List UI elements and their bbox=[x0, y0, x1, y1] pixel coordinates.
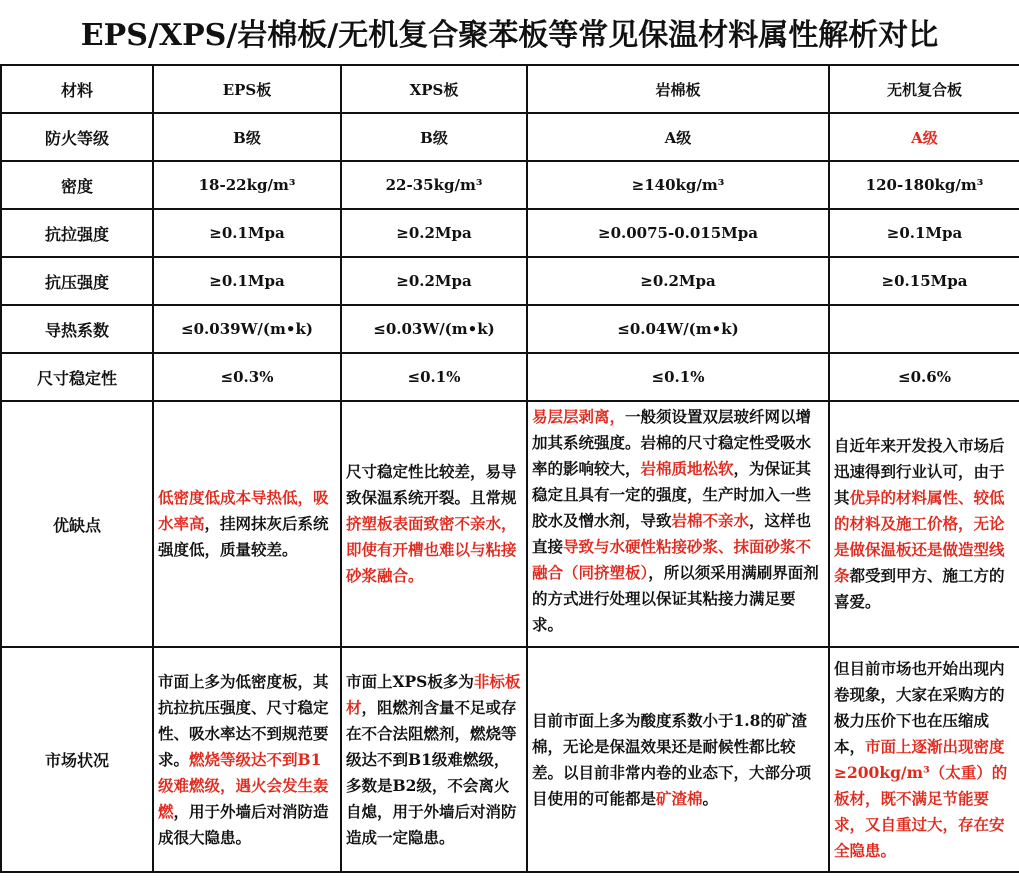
header-cell-eps: EPS板 bbox=[153, 65, 341, 113]
row-tensile-strength bbox=[1, 209, 1019, 257]
text-segment: ，为保证其稳定且具有一定的强度，生产时加入一些胶水及憎水剂，导致 bbox=[532, 459, 812, 530]
text-segment: ，所以须采用满刷界面剂的方式进行处理以保证其粘接力满足要求。 bbox=[532, 563, 819, 634]
row-label: 优缺点 bbox=[1, 401, 153, 647]
row-dimensional-stability bbox=[1, 353, 1019, 401]
text-segment: 市面上多为低密度板，其抗拉抗压强度、尺寸稳定性、吸水率达不到规范要求。 bbox=[158, 671, 329, 769]
cell-rockwool: ≤0.04W/(m•k) bbox=[527, 305, 829, 353]
header-cell-inorganic: 无机复合板 bbox=[829, 65, 1019, 113]
text-segment: 易层层剥离， bbox=[532, 407, 626, 426]
cell-rockwool: ≥140kg/m³ bbox=[527, 161, 829, 209]
text-segment: 岩棉质地松软 bbox=[640, 459, 734, 478]
header-cell-material: 材料 bbox=[1, 65, 153, 113]
row-label: 市场状况 bbox=[1, 647, 153, 872]
row-label: 导热系数 bbox=[1, 305, 153, 353]
cell-eps: ≥0.1Mpa bbox=[153, 209, 341, 257]
cell-rockwool bbox=[527, 647, 829, 872]
row-fire-rating bbox=[1, 113, 1019, 161]
cell-eps: B级 bbox=[153, 113, 341, 161]
cell-inorganic bbox=[829, 305, 1019, 353]
cell-inorganic bbox=[829, 401, 1019, 647]
text-segment: 市面上XPS板多为 bbox=[346, 671, 474, 691]
cell-xps: ≤0.03W/(m•k) bbox=[341, 305, 527, 353]
text-segment: 但目前市场也开始出现内卷现象，大家在采购方的极力压价下也在压缩成本， bbox=[834, 658, 1005, 756]
cell-xps: ≥0.2Mpa bbox=[341, 209, 527, 257]
cell-eps bbox=[153, 647, 341, 872]
text-segment: 都受到甲方、施工方的喜爱。 bbox=[834, 566, 1005, 611]
cell-xps bbox=[341, 647, 527, 872]
text-segment: 优异的材料属性、较低的材料及施工价格，无论是做保温板还是做造型线条 bbox=[834, 488, 1005, 585]
cell-rockwool: A级 bbox=[527, 113, 829, 161]
text-segment: 岩棉不亲水 bbox=[671, 511, 750, 530]
text-segment: ，挂网抹灰后系统强度低，质量较差。 bbox=[158, 514, 329, 559]
cell-eps: ≥0.1Mpa bbox=[153, 257, 341, 305]
cell-rockwool: ≥0.0075-0.015Mpa bbox=[527, 209, 829, 257]
header-cell-rockwool: 岩棉板 bbox=[527, 65, 829, 113]
text-segment: ，阻燃剂含量不足或存在不合法阻燃剂，燃烧等级达不到B1级难燃级，多数是B2级，不会离火自熄，用于外墙后对消防造成一定隐患。 bbox=[346, 697, 517, 847]
row-pros-cons bbox=[1, 401, 1019, 647]
text-segment: 。 bbox=[702, 788, 719, 808]
text-segment: 一般须设置双层玻纤网以增加其系统强度。岩棉的尺寸稳定性受吸水率的影响较大， bbox=[532, 407, 812, 478]
cell-eps: 18-22kg/m³ bbox=[153, 161, 341, 209]
row-label: 防火等级 bbox=[1, 113, 153, 161]
text-segment: 非标板材 bbox=[346, 671, 521, 717]
text-segment: 市面上逐渐出现密度≥200kg/m³（太重）的板材，既不满足节能要求，又自重过大，存在安全隐患。 bbox=[834, 736, 1008, 860]
text-segment: 导致与水硬性粘接砂浆、抹面砂浆不融合（同挤塑板） bbox=[532, 537, 812, 582]
text-segment: 目前市面上多为酸度系数小于1.8的矿渣棉，无论是保温效果还是耐候性都比较差。以目前非常内卷的业态下，大部分项目使用的可能都是 bbox=[532, 710, 812, 808]
row-compressive-strength bbox=[1, 257, 1019, 305]
comparison-table bbox=[0, 64, 1019, 873]
cell-inorganic bbox=[829, 647, 1019, 872]
text-segment: ，这样也直接 bbox=[532, 511, 812, 556]
cell-xps bbox=[341, 401, 527, 647]
text-segment: 燃烧等级达不到B1级难燃级，遇火会发生轰燃 bbox=[158, 749, 329, 821]
cell-xps: B级 bbox=[341, 113, 527, 161]
text-segment: 矿渣棉 bbox=[656, 788, 703, 808]
cell-inorganic: ≥0.15Mpa bbox=[829, 257, 1019, 305]
cell-xps: 22-35kg/m³ bbox=[341, 161, 527, 209]
cell-rockwool: ≥0.2Mpa bbox=[527, 257, 829, 305]
text-segment: 自近年来开发投入市场后迅速得到行业认可，由于其 bbox=[834, 436, 1005, 507]
page-title: EPS/XPS/岩棉板/无机复合聚苯板等常见保温材料属性解析对比 bbox=[80, 18, 939, 53]
cell-inorganic: A级 bbox=[829, 113, 1019, 161]
header-cell-xps: XPS板 bbox=[341, 65, 527, 113]
row-label: 抗压强度 bbox=[1, 257, 153, 305]
cell-inorganic: ≥0.1Mpa bbox=[829, 209, 1019, 257]
row-density bbox=[1, 161, 1019, 209]
cell-eps: ≤0.3% bbox=[153, 353, 341, 401]
cell-rockwool bbox=[527, 401, 829, 647]
row-label: 尺寸稳定性 bbox=[1, 353, 153, 401]
row-thermal-conductivity bbox=[1, 305, 1019, 353]
row-label: 密度 bbox=[1, 161, 153, 209]
text-segment: 低密度低成本导热低，吸水率高 bbox=[158, 488, 329, 533]
row-label: 抗拉强度 bbox=[1, 209, 153, 257]
cell-xps: ≤0.1% bbox=[341, 353, 527, 401]
cell-xps: ≥0.2Mpa bbox=[341, 257, 527, 305]
cell-inorganic: 120-180kg/m³ bbox=[829, 161, 1019, 209]
row-market-status bbox=[1, 647, 1019, 872]
text-segment: ，用于外墙后对消防造成很大隐患。 bbox=[158, 801, 329, 847]
text-segment: 尺寸稳定性比较差，易导致保温系统开裂。且常规 bbox=[346, 462, 517, 507]
cell-rockwool: ≤0.1% bbox=[527, 353, 829, 401]
cell-eps bbox=[153, 401, 341, 647]
cell-inorganic: ≤0.6% bbox=[829, 353, 1019, 401]
header-row bbox=[1, 65, 1019, 113]
cell-eps: ≤0.039W/(m•k) bbox=[153, 305, 341, 353]
text-segment: 挤塑板表面致密不亲水，即使有开槽也难以与粘接砂浆融合。 bbox=[346, 514, 517, 585]
